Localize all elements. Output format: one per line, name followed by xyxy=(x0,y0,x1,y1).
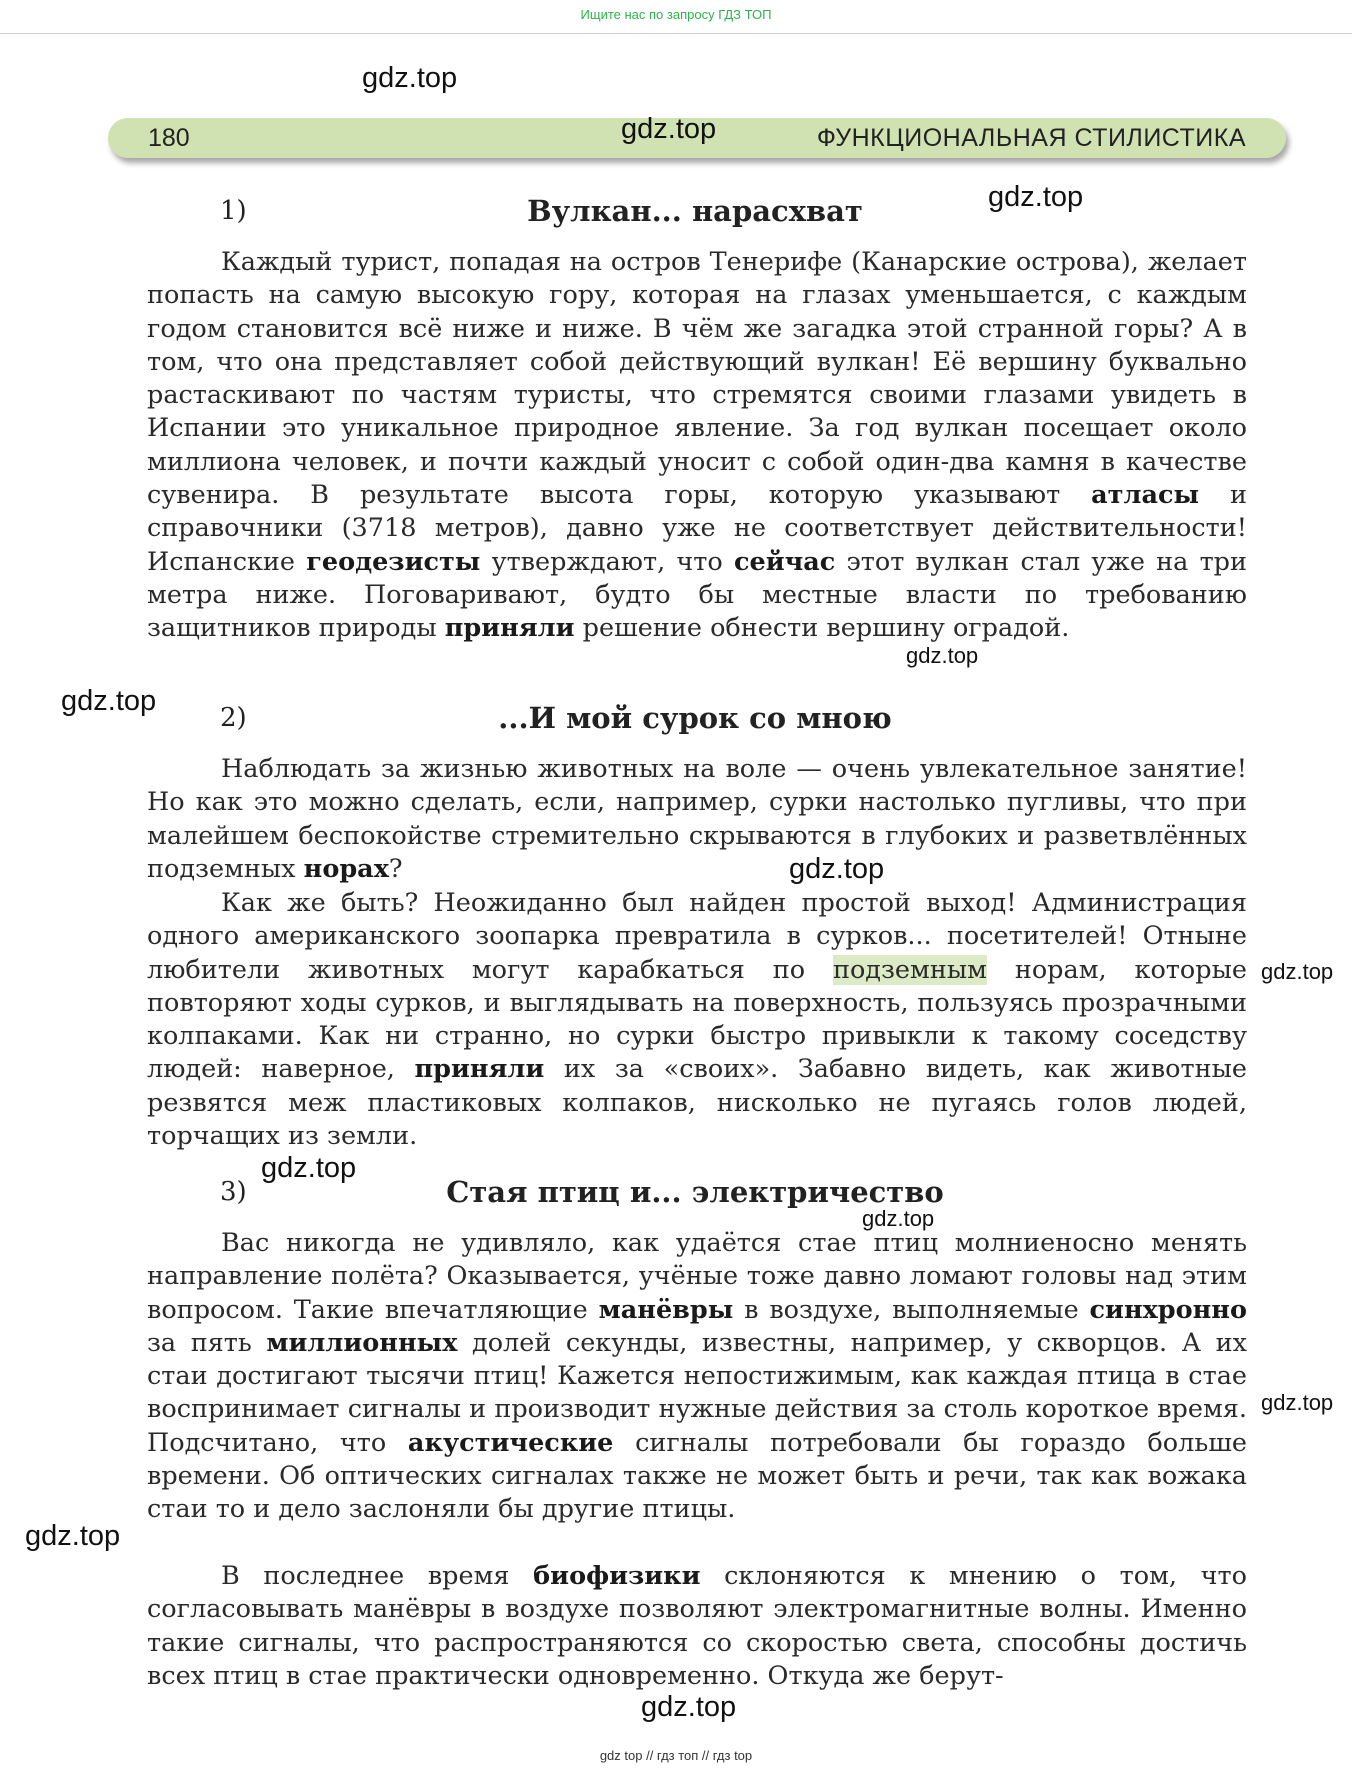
watermark: gdz.top xyxy=(1261,959,1334,984)
watermark: gdz.top xyxy=(862,1206,935,1231)
top-banner-text[interactable]: Ищите нас по запросу ГДЗ ТОП xyxy=(580,7,772,22)
watermark: gdz.top xyxy=(1261,1390,1334,1415)
highlighted-word: подземным xyxy=(832,954,987,985)
section-2-title: ...И мой сурок со мною xyxy=(498,701,892,735)
section-2-number: 2) xyxy=(220,703,247,733)
watermark: gdz.top xyxy=(25,1520,121,1552)
watermark: gdz.top xyxy=(789,853,885,885)
watermark: gdz.top xyxy=(988,181,1084,213)
top-banner-bar xyxy=(0,0,1352,34)
section-1-paragraph-1: Каждый турист, попадая на остров Тенерифе (Канарские острова), желает попасть на самую высокую гору, которая на глазах уменьшается, с каждым годом становится всё ниже и ниже. В чём же загадка этой странной горы? А в том, что она представляет собой действующий вулкан! Её вершину буквально растаскивают по частям туристы, что стремятся своими глазами увидеть в Испании это уникальное природное явление. За год вулкан посещает около миллиона человек, и почти каждый уносит с собой один-два камня в качестве сувенира. В результате высота горы, которую указывают атласы и справочники (3718 метров), давно уже не соответствует действительности! Испанские геодезисты утверждают, что сейчас этот вулкан стал уже на три метра ниже. Поговаривают, будто бы местные власти по требованию защитников природы приняли решение обнести вершину оградой. xyxy=(147,247,1247,644)
watermark: gdz.top xyxy=(61,685,157,717)
watermark: gdz.top xyxy=(621,113,717,145)
section-1-title: Вулкан... нарасхват xyxy=(527,194,863,228)
section-2-paragraph-1: Наблюдать за жизнью животных на воле — очень увлекательное занятие! Но как это можно сделать, если, например, сурки настолько пугливы, что при малейшем беспокойстве стремительно скрываются в глубоких и разветвлённых подземных норах? xyxy=(147,754,1247,884)
section-3-paragraph-2: В последнее время биофизики склоняются к мнению о том, что согласовывать манёвры в воздухе позволяют электромагнитные волны. Именно такие сигналы, что распространяются со скоростью света, способны достичь всех птиц в стае практически одновременно. Откуда же берут- xyxy=(147,1561,1247,1691)
section-3-title: Стая птиц и... электричество xyxy=(446,1175,944,1209)
section-1-number: 1) xyxy=(220,196,247,226)
section-3-number: 3) xyxy=(220,1177,247,1207)
watermark: gdz.top xyxy=(906,643,979,668)
section-2-paragraph-2: Как же быть? Неожиданно был найден простой выход! Администрация одного американского зоопарка превратила в сурков... посетителей! Отныне любители животных могут карабкаться по подземным норам, которые повторяют ходы сурков, и выглядывать на поверхность, пользуясь прозрачными колпаками. Как ни странно, но сурки быстро привыкли к такому соседству людей: наверное, приняли их за «своих». Забавно видеть, как животные резвятся меж пластиковых колпаков, нисколько не пугаясь голов людей, торчащих из земли. xyxy=(147,888,1247,1152)
footer-links[interactable]: gdz top // гдз топ // гдз top xyxy=(599,1748,753,1763)
watermark: gdz.top xyxy=(261,1152,357,1184)
section-3-paragraph-1: Вас никогда не удивляло, как удаётся стае птиц молниеносно менять направление полёта? Оказывается, учёные тоже давно ломают головы над этим вопросом. Такие впечатляющие манёвры в воздухе, выполняемые синхронно за пять миллионных долей секунды, известны, например, у скворцов. А их стаи достигают тысячи птиц! Кажется непостижимым, как каждая птица в стае воспринимает сигналы и производит нужные действия за столь короткое время. Подсчитано, что акустические сигналы потребовали бы гораздо больше времени. Об оптических сигналах также не может быть и речи, так как вожака стаи то и дело заслоняли бы другие птицы. xyxy=(147,1228,1247,1525)
page-number: 180 xyxy=(148,124,190,152)
watermark: gdz.top xyxy=(362,62,458,94)
watermark: gdz.top xyxy=(641,1691,737,1723)
running-title: ФУНКЦИОНАЛЬНАЯ СТИЛИСТИКА xyxy=(816,124,1246,152)
